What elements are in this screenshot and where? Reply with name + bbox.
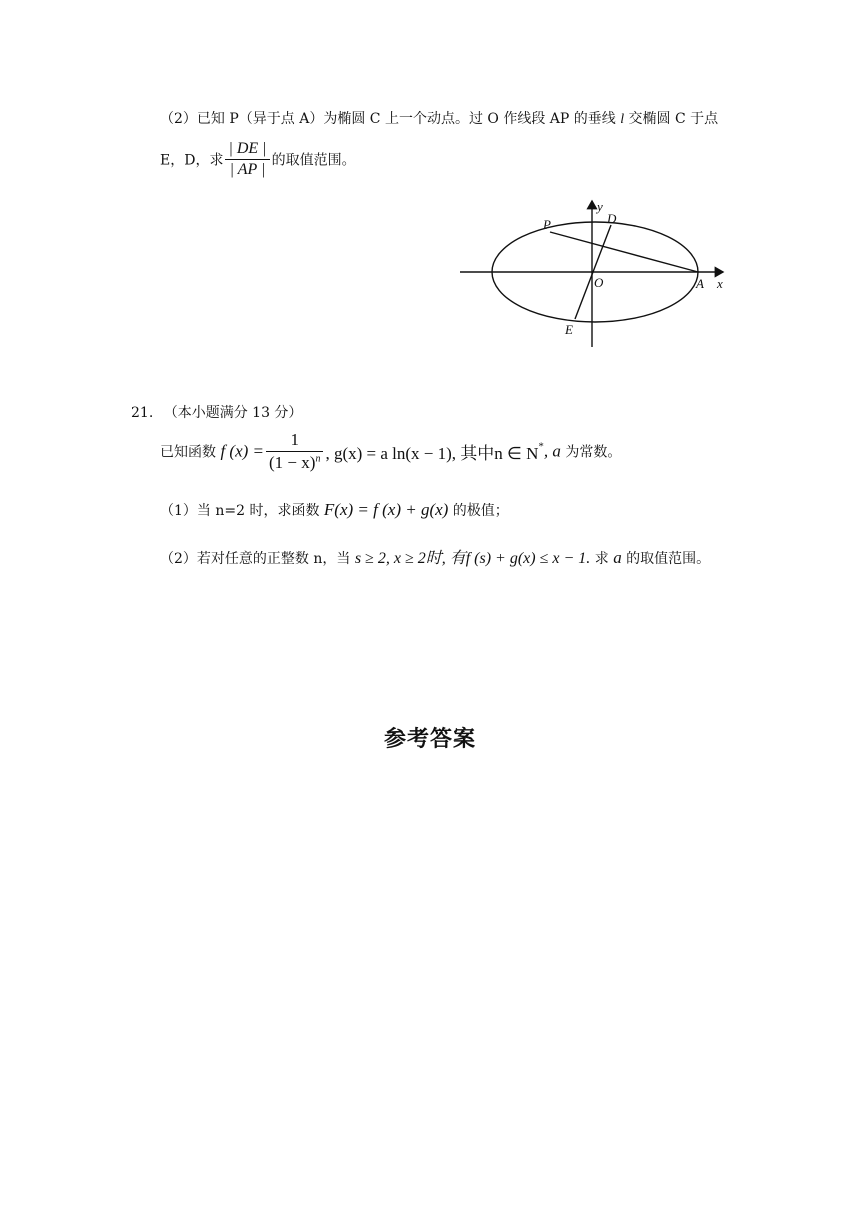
q21-part1-b: 的极值；	[448, 503, 509, 519]
ellipse-figure	[455, 195, 735, 355]
q20-part2-text-b: 交椭圆 C 于点	[624, 111, 719, 127]
q21-part1-a: （1）当 n=2 时，求函数	[160, 503, 324, 519]
q21-star: *	[538, 440, 544, 453]
q21-part2	[160, 545, 710, 568]
q21-fraction-numerator: 1	[266, 430, 323, 452]
label-d: D	[607, 211, 617, 226]
q21-stmt-a: 已知函数	[160, 444, 221, 461]
q21-fraction-denominator	[266, 452, 323, 473]
label-a: A	[696, 276, 704, 291]
q20-part2-line2	[160, 140, 356, 179]
q21-a-var: , a	[543, 441, 561, 461]
label-x: x	[717, 276, 723, 291]
q21-part1	[160, 500, 509, 520]
answer-heading: 参考答案	[383, 727, 476, 752]
q21-score: （本小题满分 13 分）	[163, 405, 303, 421]
q21-part2-math: s ≥ 2, x ≥ 2时, 有f (s) + g(x) ≤ x − 1.	[354, 550, 591, 567]
q21-fraction	[266, 430, 323, 473]
q20-line-var: l	[620, 112, 625, 127]
q21-part2-var: a	[613, 548, 622, 567]
q21-den-base: (1 − x)	[269, 453, 316, 472]
q21-part2-a: （2）若对任意的正整数 n，当	[160, 551, 355, 567]
q20-fraction	[225, 140, 269, 179]
q21-g-def: , g(x) = a ln(x − 1), 其中n ∈ N	[325, 444, 539, 463]
q21-den-exp: n	[315, 453, 321, 465]
q20-part2-text-a: （2）已知 P（异于点 A）为椭圆 C 上一个动点。过 O 作线段 AP 的垂线	[160, 111, 621, 127]
q20-fraction-numerator: | DE |	[225, 140, 269, 160]
q21-part2-c: 的取值范围。	[621, 551, 711, 567]
q20-part2-line1	[160, 108, 718, 128]
q20-fraction-denominator: | AP |	[229, 161, 266, 178]
label-y: y	[597, 199, 603, 214]
q21-number: 21.	[131, 405, 154, 421]
q21-header	[131, 402, 302, 422]
q21-part2-b: 求	[590, 551, 614, 567]
q21-part1-math: F(x) = f (x) + g(x)	[323, 500, 449, 519]
q21-stmt-d: 为常数。	[560, 444, 622, 461]
q21-statement	[160, 430, 621, 473]
label-o: O	[594, 275, 604, 290]
label-p: P	[543, 217, 551, 232]
q21-f-def: f (x) =	[220, 441, 265, 461]
q20-part2-text-d: 的取值范围。	[271, 152, 356, 169]
segment-ap	[550, 232, 698, 272]
q20-part2-text-c: E，D，求	[160, 152, 224, 169]
label-e: E	[565, 322, 573, 337]
